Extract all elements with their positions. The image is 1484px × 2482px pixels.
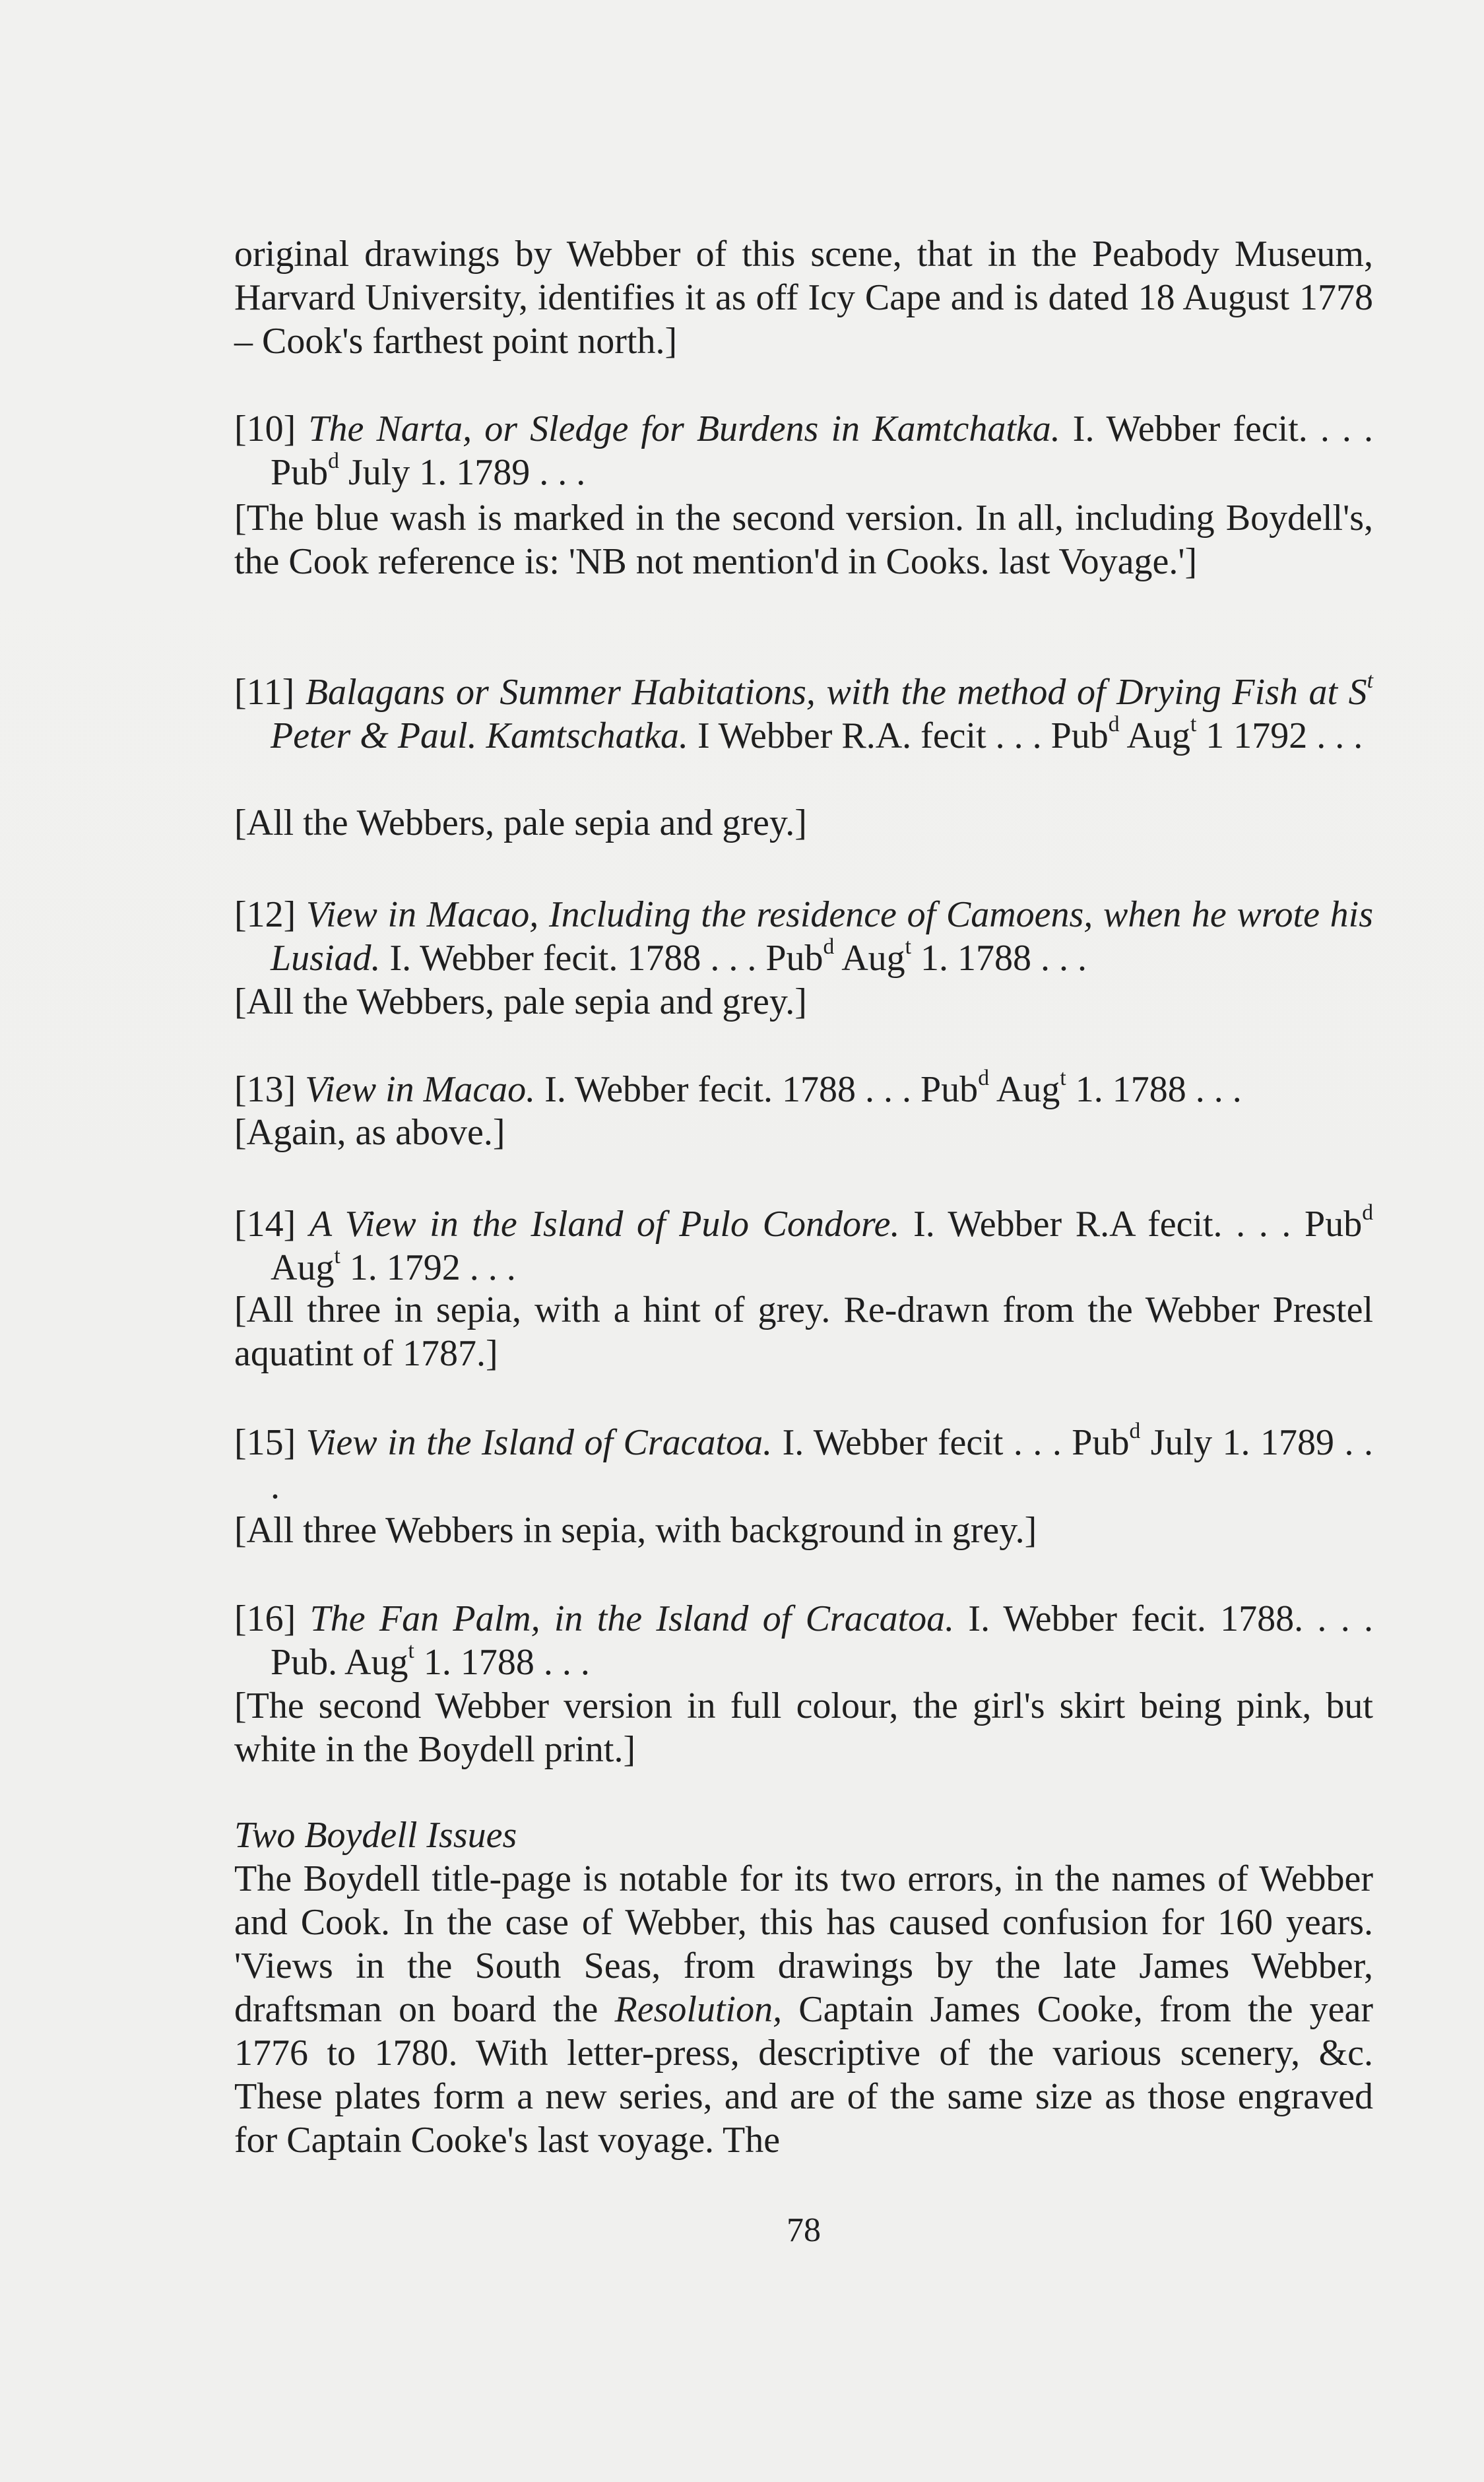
entry-details: July 1. 1789 . . . [271,1422,1374,1507]
entry-number: [11] [234,672,295,713]
entry-details: I Webber R.A. fecit . . . Pub [688,715,1109,756]
entry-details: I. Webber fecit . . . Pub [772,1422,1130,1463]
superscript: t [905,934,911,959]
entry-title: A View in the Island of Pulo Condore. [309,1204,900,1245]
entry-note: [All three in sepia, with a hint of grey. Re-drawn from the Webber Prestel aquatint of 1787.] [234,1290,1373,1374]
superscript: t [1367,668,1374,693]
entry-title-part: Peter & Paul. Kamtschatka. [271,715,689,756]
entry-title: View in Macao. [305,1069,536,1110]
section-text: Captain James Cooke, from the year 1776 to 1780. With letter-press, descriptive of the various scenery, &c. These plates form a new series, and are of the same size as those engraved for Captain Cooke's last voyage. The [234,1989,1373,2161]
entry-details: I. Webber fecit. 1788 . . . Pub [535,1069,979,1110]
entry-title: The Narta, or Sledge for Burdens in Kamtchatka. [308,408,1060,449]
entry-note: [The second Webber version in full colour, the girl's skirt being pink, but white in the Boydell print.] [234,1685,1373,1770]
entry-number: [16] [234,1598,296,1639]
entry-details: 1. 1788 . . . [414,1642,590,1683]
entry-note: [The blue wash is marked in the second version. In all, including Boydell's, the Cook reference is: 'NB not mention'd in Cooks. last Voyage.'] [234,498,1373,582]
entry-details: I. Webber R.A fecit. . . . Pub [899,1204,1363,1245]
entry-heading [234,893,1373,980]
entry-number: [12] [234,894,296,935]
entry-title: View in Macao, Including the residence of Camoens, when he wrote his Lusiad. [271,894,1374,979]
entry-details: Aug [834,938,905,979]
document-page [234,0,1373,2482]
entry-number: [14] [234,1204,296,1245]
entry-title-part: Balagans or Summer Habitations, with the method of Drying Fish at S [305,672,1367,713]
entry-details: I. Webber fecit. 1788. . . . Pub. Aug [271,1598,1373,1683]
entry-details: I. Webber fecit. 1788 . . . Pub [380,938,823,979]
entry-details: 1. 1792 . . . [340,1247,516,1288]
continuation-text: original drawings by Webber of this scene, that in the Peabody Museum, Harvard University, identifies it as off Icy Cape and is dated 18 August 1778 – Cook's farthest point north.] [234,234,1373,362]
entry-details: 1 1792 . . . [1196,715,1363,756]
entry-note: [Again, as above.] [234,1112,505,1153]
entry-title: The Fan Palm, in the Island of Cracatoa. [309,1598,955,1639]
entry-details: I. Webber fecit. . . . Pub [271,408,1373,493]
entry-details: Aug [1119,715,1190,756]
section-text: The Boydell title-page is notable for its two errors, in the names of Webber and Cook. In the case of Webber, this has caused confusion for 160 years. 'Views in the South Seas, from drawings by the late James Webber, draftsman on board the [234,1858,1373,2030]
entry-title: View in the Island of Cracatoa. [306,1422,773,1463]
entry-number: [13] [234,1069,296,1110]
superscript: d [1362,1200,1373,1225]
superscript: t [334,1243,340,1268]
entry-heading [234,670,1373,758]
section-paragraph [234,1857,1373,2162]
section-heading: Two Boydell Issues [234,1815,517,1856]
entry-details: Aug [271,1247,335,1288]
page-number: 78 [787,2211,821,2249]
entry-note: [All the Webbers, pale sepia and grey.] [234,802,807,843]
superscript: d [1108,711,1120,736]
entry-number: [10] [234,408,296,449]
entry-heading [234,1418,1374,1508]
entry-heading [234,1065,1373,1111]
entry-heading [234,407,1373,494]
superscript: t [1190,711,1197,736]
entry-heading [234,1597,1373,1684]
entry-note: [All the Webbers, pale sepia and grey.] [234,981,807,1022]
superscript: t [408,1638,414,1663]
entry-details: Aug [988,1069,1060,1110]
continuation-paragraph [234,232,1373,363]
superscript: t [1060,1065,1066,1090]
superscript: d [978,1065,989,1090]
superscript: d [1129,1418,1141,1443]
entry-note: [All three Webbers in sepia, with background in grey.] [234,1510,1037,1551]
superscript: d [823,934,835,959]
entry-number: [15] [234,1422,296,1463]
entry-details: 1. 1788 . . . [911,938,1087,979]
ship-name: Resolution, [614,1989,783,2030]
superscript: d [328,448,339,473]
entry-details: 1. 1788 . . . [1066,1069,1242,1110]
entry-details: July 1. 1789 . . . [339,452,586,493]
entry-heading [234,1202,1373,1290]
